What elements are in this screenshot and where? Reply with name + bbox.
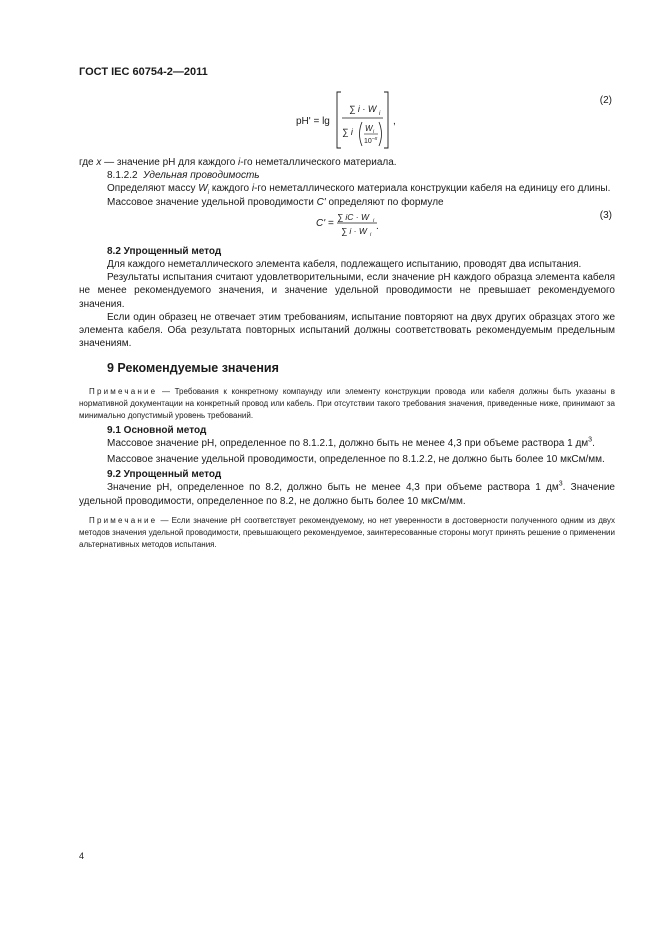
paragraph-9-2: Значение pH, определенное по 8.2, должно быть не менее 4,3 при объеме раствора 1 $дм^3$. Значение удельной проводимости, определенное по 8.2, не должно быть более 10 мкСм/мм. — [79, 481, 615, 507]
paragraph-8-2-3: Если один образец не отвечает этим требованиям, испытание повторяют на двух других образцах этого же элемента кабеля. Оба результата повторных испытаний должны соответствовать рекомендуемым предельным значениям. — [79, 311, 615, 350]
page-number: 4 — [79, 851, 85, 861]
subsection-8-1-2-2-heading: 8.1.2.2 Удельная проводимость — [107, 170, 260, 182]
paragraph-8-2-1: Для каждого неметаллического элемента кабеля, подлежащего испытанию, проводят два испытания. — [107, 259, 582, 271]
eq3-number: (3) — [599, 209, 612, 221]
paragraph-9-1-conductivity: Массовое значение удельной проводимости, определенное по 8.1.2.2, не должно быть более 10 мкСм/мм. — [107, 454, 605, 466]
running-header: ГОСТ IEC 60754-2—2011 — [79, 66, 208, 78]
eq3-denominator-sub: i — [370, 231, 372, 238]
equation-2 — [79, 90, 615, 152]
eq2-inner-den: 10 — [364, 138, 372, 145]
eq2-right-bracket — [384, 92, 388, 148]
eq2-left-bracket — [337, 92, 341, 148]
eq3-tail: . — [376, 220, 379, 232]
paragraph-formula-intro: Массовое значение удельной проводимости C' определяют по формуле — [107, 196, 444, 208]
paragraph-8-2-2: Результаты испытания считают удовлетворительными, если значение pH каждого образца элемента кабеля не менее рекомендуемого значения, и значение удельной проводимости не превышает рекомендуемого значения. — [79, 272, 615, 310]
eq2-lhs: pH' = lg — [296, 116, 330, 127]
eq3-numerator: ∑ iC · W — [337, 211, 370, 222]
eq2-numerator: ∑ i · W — [349, 104, 377, 114]
eq3-numerator-sub: i — [373, 217, 375, 224]
equation-3 — [79, 209, 615, 239]
eq2-inner-rparen — [379, 122, 382, 146]
eq2-inner-lparen — [360, 122, 363, 146]
equation-2-formula — [79, 90, 615, 152]
section-9-heading: 9 Рекомендуемые значения — [107, 361, 279, 376]
eq2-inner-num: W — [365, 124, 373, 133]
equation-3-formula — [79, 209, 615, 239]
eq3-lhs: C' = — [316, 217, 334, 229]
eq2-numerator-sub: i — [379, 111, 381, 117]
eq2-inner-den-exp: –x — [372, 136, 378, 142]
where-line: где x — значение pH для каждого i-го неметаллического материала. — [79, 157, 397, 168]
eq2-number: (2) — [599, 95, 612, 106]
section-8-2-heading: 8.2 Упрощенный метод — [107, 245, 222, 257]
page-body — [79, 90, 615, 551]
note-1: Примечание — Требования к конкретному компаунду или элементу конструкции провода или кабеля должны быть указаны в нормативной документации на конкретный провод или кабель. При отсутствии такого требования значения, приведенные ниже, принимают за минимально допустимый уровень требований. — [79, 386, 615, 420]
section-9-1-heading: 9.1 Основной метод — [107, 424, 207, 436]
eq2-tail: , — [393, 116, 396, 127]
paragraph-9-1-ph: Массовое значение pH, определенное по 8.1.2.1, должно быть не менее 4,3 при объеме раствора 1 $дм^3$. — [107, 436, 595, 449]
eq3-denominator: ∑ i · W — [341, 225, 367, 236]
eq2-inner-num-sub: i — [373, 129, 375, 135]
section-9-2-heading: 9.2 Упрощенный метод — [107, 469, 222, 481]
eq2-den-sum: ∑ i — [342, 127, 353, 137]
paragraph-mass: Определяют массу $W_i$ каждого i-го неметаллического материала конструкции кабеля на единицу его длины. — [107, 183, 611, 197]
note-2: Примечание — Если значение pH соответствует рекомендуемому, но нет уверенности в достоверности полученного одним из двух методов значения удельной проводимости, превышающего рекомендуемое, заинтересованные стороны могут принять решение о применении альтернативных методов испытания. — [79, 515, 615, 549]
